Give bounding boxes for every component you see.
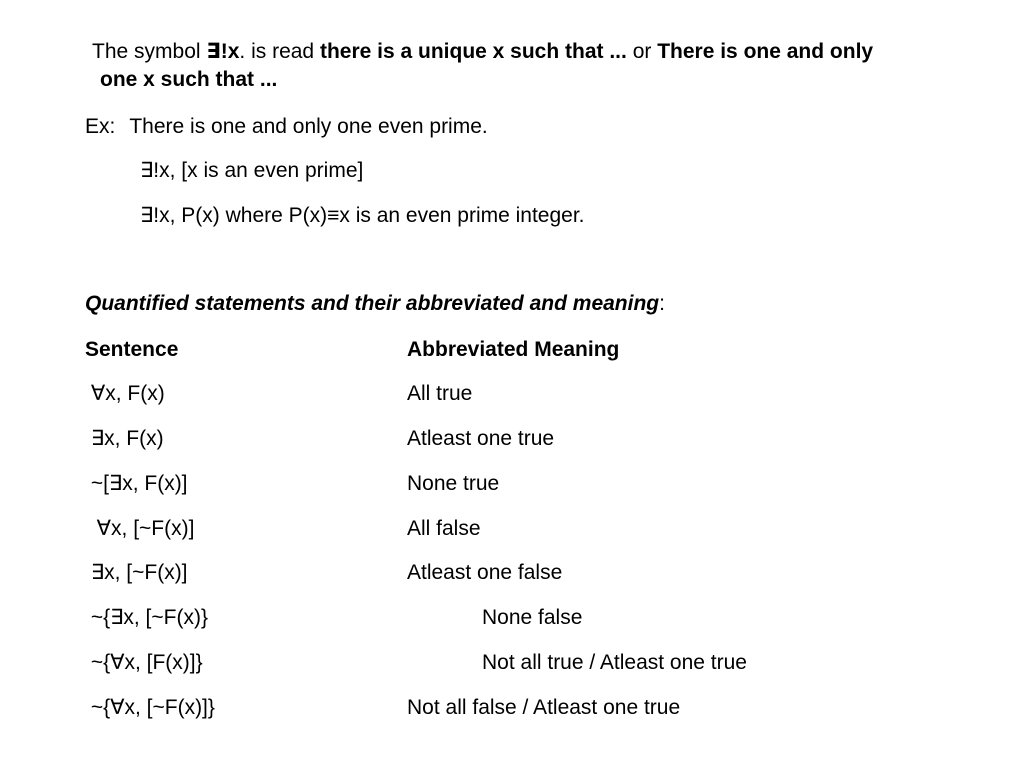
row-sentence: ∃x, F(x) (85, 427, 164, 450)
example-label: Ex: (85, 115, 116, 138)
row-sentence: ~{∀x, [F(x)]} (85, 651, 203, 674)
row-meaning: All true (407, 382, 473, 405)
section-heading (85, 290, 665, 318)
row-meaning: None false (482, 606, 583, 629)
intro-phrase2a: There is one and only (657, 40, 874, 63)
intro-mid1: . is read (239, 40, 320, 63)
section-heading-colon: : (659, 292, 665, 315)
row-meaning: Atleast one false (407, 561, 563, 584)
row-sentence: ~[∃x, F(x)] (85, 472, 188, 495)
intro-prefix: The symbol (92, 40, 207, 63)
example-formula-2: ∃!x, P(x) where P(x)≡x is an even prime integer. (140, 204, 585, 227)
row-meaning: None true (407, 472, 500, 495)
example-text: There is one and only one even prime. (129, 115, 488, 138)
unique-exists-symbol: ∃!x (206, 40, 240, 63)
row-sentence: ~{∀x, [~F(x)]} (85, 696, 215, 719)
intro-phrase1: there is a unique x such that ... (319, 40, 627, 63)
row-meaning: Atleast one true (407, 427, 555, 450)
row-sentence: ∀x, [~F(x)] (85, 517, 195, 540)
row-sentence: ∀x, F(x) (85, 382, 165, 405)
row-meaning: Not all false / Atleast one true (407, 696, 681, 719)
row-meaning: Not all true / Atleast one true (482, 651, 747, 674)
row-meaning: All false (407, 517, 481, 540)
intro-phrase2b: one x such that ... (100, 68, 278, 91)
example-line (85, 113, 488, 141)
header-sentence: Sentence (85, 338, 179, 361)
row-sentence: ~{∃x, [~F(x)} (85, 606, 208, 629)
row-sentence: ∃x, [~F(x)] (85, 561, 188, 584)
section-heading-text: Quantified statements and their abbreviated and meaning (85, 292, 660, 315)
example-formula-1: ∃!x, [x is an even prime] (140, 159, 364, 182)
header-meaning: Abbreviated Meaning (407, 338, 620, 361)
intro-paragraph (92, 38, 952, 94)
intro-mid2: or (626, 40, 658, 63)
